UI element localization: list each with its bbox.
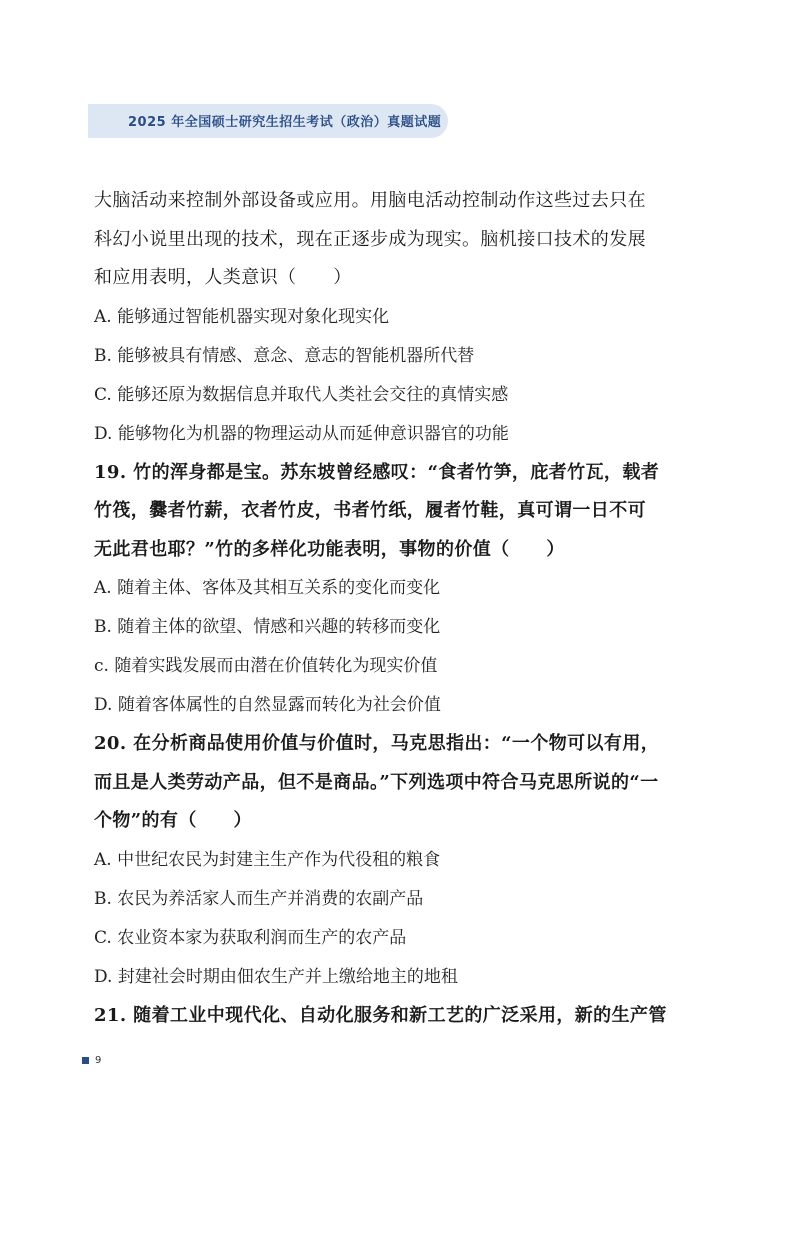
question-19-text-line: 19. 竹的浑身都是宝。苏东坡曾经感叹：“食者竹笋，庇者竹瓦，载者 (94, 461, 660, 483)
question-19-text-line: 竹筏，爨者竹薪，衣者竹皮，书者竹纸，履者竹鞋，真可谓一日不可 (94, 500, 646, 521)
question-20-text-line: 个物”的有（ ） (94, 810, 252, 831)
question-19-option-c: c. 随着实践发展而由潜在价值转化为现实价值 (94, 656, 438, 676)
page-marker-square-icon (82, 1057, 89, 1064)
question-18-option-a: A. 能够通过智能机器实现对象化现实化 (94, 306, 390, 327)
question-20-option-c: C. 农业资本家为获取利润而生产的农产品 (94, 927, 407, 948)
question-20-option-b: B. 农民为养活家人而生产并消费的农副产品 (94, 888, 424, 909)
question-19-option-b: B. 随着主体的欲望、情感和兴趣的转移而变化 (94, 617, 441, 637)
page-footer (82, 1055, 101, 1066)
question-21-text-line: 21. 随着工业中现代化、自动化服务和新工艺的广泛采用，新的生产管 (94, 1004, 667, 1026)
question-19-option-a: A. 随着主体、客体及其相互关系的变化而变化 (94, 578, 441, 598)
question-20-text-line: 而且是人类劳动产品，但不是商品。”下列选项中符合马克思所说的“一 (94, 771, 659, 793)
question-18-option-d: D. 能够物化为机器的物理运动从而延伸意识器官的功能 (94, 423, 509, 444)
document-body (94, 182, 674, 1035)
page-number: 9 (95, 1055, 102, 1066)
question-18-text-line: 科幻小说里出现的技术，现在正逐步成为现实。脑机接口技术的发展 (94, 228, 646, 250)
document-header-title: 2025 年全国硕士研究生招生考试（政治）真题试题 (128, 115, 442, 130)
question-18-option-c: C. 能够还原为数据信息并取代人类社会交往的真情实感 (94, 384, 509, 405)
question-20-option-a: A. 中世纪农民为封建主生产作为代役租的粮食 (94, 849, 441, 870)
question-19-option-d: D. 随着客体属性的自然显露而转化为社会价值 (94, 695, 441, 715)
question-18-text-line: 和应用表明，人类意识（ ） (94, 267, 352, 288)
question-20-text-line: 20. 在分析商品使用价值与价值时，马克思指出：“一个物可以有用， (94, 733, 660, 754)
question-19-text-line: 无此君也耶？”竹的多样化功能表明，事物的价值（ ） (94, 538, 565, 560)
question-18-text-line: 大脑活动来控制外部设备或应用。用脑电活动控制动作这些过去只在 (94, 190, 646, 211)
question-20-option-d: D. 封建社会时期由佃农生产并上缴给地主的地租 (94, 966, 458, 987)
question-18-option-b: B. 能够被具有情感、意念、意志的智能机器所代替 (94, 345, 475, 366)
